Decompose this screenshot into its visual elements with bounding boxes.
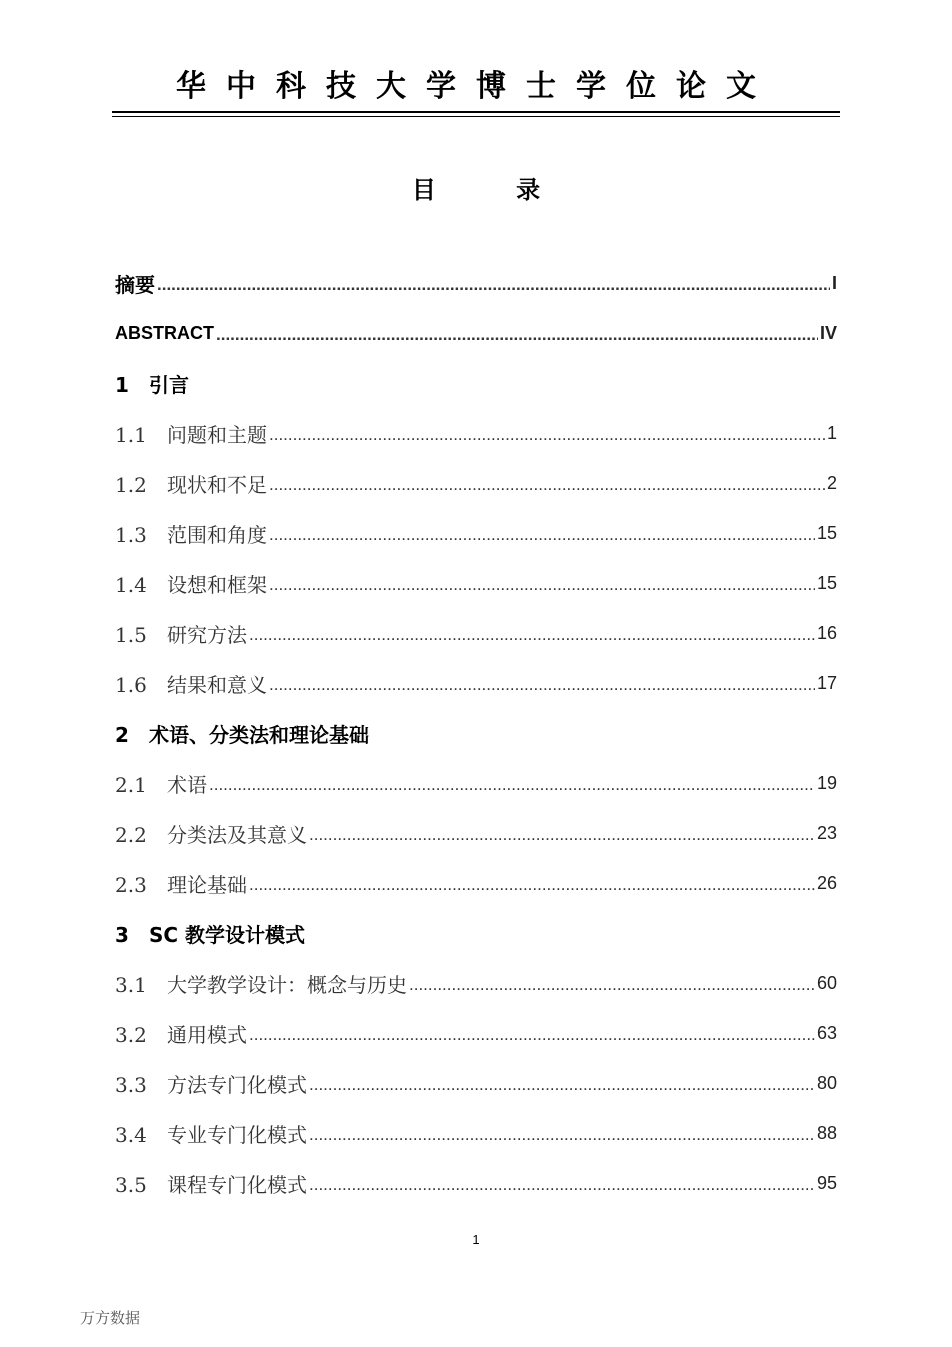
toc-entry-page: 63 bbox=[816, 1022, 837, 1043]
toc-leader-dots bbox=[249, 875, 815, 895]
toc-entry-page: 95 bbox=[816, 1172, 837, 1193]
toc-entry[interactable] bbox=[115, 858, 837, 908]
toc-entry[interactable] bbox=[115, 1058, 837, 1108]
toc-entry-number: 1.5 bbox=[115, 622, 147, 647]
toc-entry[interactable] bbox=[115, 458, 837, 508]
toc-entry-page: 23 bbox=[816, 822, 837, 843]
toc-entry-text: ABSTRACT bbox=[115, 322, 214, 343]
toc-entry-page: 15 bbox=[816, 572, 837, 593]
toc-entry-number: 3.1 bbox=[115, 972, 147, 997]
toc-entry[interactable] bbox=[115, 608, 837, 658]
toc-leader-dots bbox=[249, 1025, 815, 1045]
toc-leader-dots bbox=[309, 1075, 815, 1095]
toc-entry-number: 3.4 bbox=[115, 1122, 147, 1147]
toc-leader-dots bbox=[409, 975, 815, 995]
toc-entry-label bbox=[115, 919, 305, 948]
toc-entry-text: 理论基础 bbox=[167, 872, 247, 897]
toc-entry-text: 分类法及其意义 bbox=[167, 822, 307, 847]
toc-entry-page: 1 bbox=[826, 422, 837, 443]
toc-entry-number: 1.1 bbox=[115, 422, 147, 447]
toc-entry-text: 研究方法 bbox=[167, 622, 247, 647]
toc-entry-label bbox=[115, 519, 267, 548]
toc-entry-label bbox=[115, 1019, 247, 1048]
toc-entry-page: I bbox=[831, 272, 837, 293]
toc-entry[interactable] bbox=[115, 558, 837, 608]
toc-entry-text: 设想和框架 bbox=[167, 572, 267, 597]
toc-leader-dots bbox=[309, 1175, 815, 1195]
toc-entry-page: 88 bbox=[816, 1122, 837, 1143]
toc-entry[interactable] bbox=[115, 258, 837, 308]
header-rule-thin bbox=[112, 116, 840, 117]
toc-leader-dots bbox=[269, 475, 825, 495]
toc-leader-dots bbox=[157, 275, 830, 295]
toc-entry-number: 1.3 bbox=[115, 522, 147, 547]
toc-entry-number: 3.2 bbox=[115, 1022, 147, 1047]
toc-entry-text: 术语、分类法和理论基础 bbox=[149, 722, 369, 747]
toc-entry-number: 3.5 bbox=[115, 1172, 147, 1197]
toc-entry-label bbox=[115, 719, 369, 748]
toc-entry-number: 3 bbox=[115, 922, 129, 947]
toc-entry-label bbox=[115, 769, 207, 798]
table-of-contents bbox=[115, 258, 837, 1208]
toc-entry-text: 摘要 bbox=[115, 272, 155, 297]
toc-entry-label bbox=[115, 369, 189, 398]
page-number: 1 bbox=[472, 1232, 480, 1247]
toc-leader-dots bbox=[309, 1125, 815, 1145]
toc-entry-page: IV bbox=[819, 322, 837, 343]
toc-entry[interactable] bbox=[115, 1158, 837, 1208]
toc-entry-label bbox=[115, 619, 247, 648]
toc-leader-dots bbox=[309, 825, 815, 845]
toc-entry-text: 范围和角度 bbox=[167, 522, 267, 547]
toc-entry-page: 17 bbox=[816, 672, 837, 693]
toc-entry-label bbox=[115, 1169, 307, 1198]
toc-entry-label bbox=[115, 269, 155, 298]
toc-entry[interactable] bbox=[115, 508, 837, 558]
toc-entry[interactable] bbox=[115, 708, 837, 758]
toc-entry[interactable] bbox=[115, 1108, 837, 1158]
toc-entry-page: 19 bbox=[816, 772, 837, 793]
toc-leader-dots bbox=[269, 525, 815, 545]
toc-entry-page: 15 bbox=[816, 522, 837, 543]
toc-entry-text: 课程专门化模式 bbox=[167, 1172, 307, 1197]
toc-entry-text: SC 教学设计模式 bbox=[149, 922, 306, 947]
watermark: 万方数据 bbox=[80, 1309, 141, 1327]
toc-entry-label bbox=[115, 819, 307, 848]
toc-entry-page: 16 bbox=[816, 622, 837, 643]
toc-entry-number: 2.1 bbox=[115, 772, 147, 797]
toc-entry[interactable] bbox=[115, 658, 837, 708]
toc-entry-number: 2.3 bbox=[115, 872, 147, 897]
toc-entry-label bbox=[115, 569, 267, 598]
toc-entry-page: 26 bbox=[816, 872, 837, 893]
toc-entry-number: 2.2 bbox=[115, 822, 147, 847]
toc-entry-text: 术语 bbox=[167, 772, 207, 797]
toc-entry-text: 引言 bbox=[149, 372, 189, 397]
toc-entry[interactable] bbox=[115, 408, 837, 458]
toc-entry-number: 1.4 bbox=[115, 572, 147, 597]
toc-entry[interactable] bbox=[115, 758, 837, 808]
toc-entry-label bbox=[115, 1119, 307, 1148]
toc-entry-text: 大学教学设计：概念与历史 bbox=[167, 972, 407, 997]
header-rule-thick bbox=[112, 111, 840, 113]
toc-entry-page: 60 bbox=[816, 972, 837, 993]
toc-leader-dots bbox=[209, 775, 815, 795]
toc-entry-text: 结果和意义 bbox=[167, 672, 267, 697]
toc-entry-text: 方法专门化模式 bbox=[167, 1072, 307, 1097]
toc-leader-dots bbox=[269, 575, 815, 595]
toc-entry-number: 1.2 bbox=[115, 472, 147, 497]
toc-entry-number: 2 bbox=[115, 722, 129, 747]
toc-entry-label bbox=[115, 969, 407, 998]
toc-entry-text: 问题和主题 bbox=[167, 422, 267, 447]
toc-entry-label bbox=[115, 469, 267, 498]
toc-entry[interactable] bbox=[115, 358, 837, 408]
toc-entry-label bbox=[115, 669, 267, 698]
toc-leader-dots bbox=[249, 625, 815, 645]
toc-entry[interactable] bbox=[115, 908, 837, 958]
thesis-header-title: 华中科技大学博士学位论文 bbox=[176, 69, 776, 104]
toc-entry[interactable] bbox=[115, 308, 837, 358]
toc-entry-page: 80 bbox=[816, 1072, 837, 1093]
toc-entry-page: 2 bbox=[826, 472, 837, 493]
toc-leader-dots bbox=[216, 325, 818, 345]
toc-leader-dots bbox=[269, 425, 825, 445]
toc-entry[interactable] bbox=[115, 1008, 837, 1058]
toc-entry[interactable] bbox=[115, 808, 837, 858]
toc-entry-text: 现状和不足 bbox=[167, 472, 267, 497]
toc-entry-number: 1 bbox=[115, 372, 129, 397]
toc-entry-number: 1.6 bbox=[115, 672, 147, 697]
toc-entry[interactable] bbox=[115, 958, 837, 1008]
toc-entry-label bbox=[115, 323, 214, 344]
toc-entry-label bbox=[115, 419, 267, 448]
toc-entry-text: 专业专门化模式 bbox=[167, 1122, 307, 1147]
toc-entry-label bbox=[115, 869, 247, 898]
toc-entry-text: 通用模式 bbox=[167, 1022, 247, 1047]
toc-entry-label bbox=[115, 1069, 307, 1098]
toc-leader-dots bbox=[269, 675, 815, 695]
toc-entry-number: 3.3 bbox=[115, 1072, 147, 1097]
toc-title: 目 录 bbox=[411, 176, 577, 204]
